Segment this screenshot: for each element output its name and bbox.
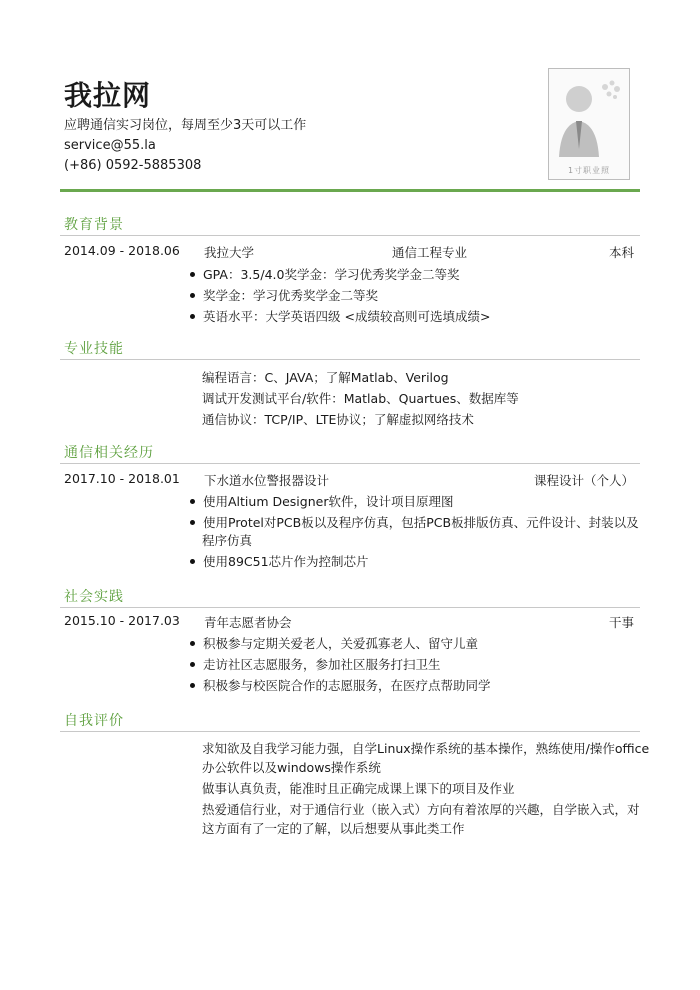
photo-caption: 1寸职业照 [567,166,611,175]
experience-date: 2017.10 - 2018.01 [64,471,180,486]
bullet-icon [190,683,195,688]
section-divider [60,731,640,732]
section-title-social: 社会实践 [64,589,124,605]
skill-line: 调试开发测试平台/软件：Matlab、Quartues、数据库等 [202,391,519,406]
list-item: 使用89C51芯片作为控制芯片 [190,552,369,570]
project-name: 下水道水位警报器设计 [204,473,330,488]
profile-photo [548,68,630,180]
bullet-icon [190,520,195,525]
organization: 青年志愿者协会 [204,615,292,630]
section-title-skills: 专业技能 [64,341,124,357]
list-item-continuation: 程序仿真 [202,533,253,548]
skill-line: 编程语言：C、JAVA；了解Matlab、Verilog [202,370,449,385]
bullet-icon [190,559,195,564]
education-date: 2014.09 - 2018.06 [64,243,180,258]
person-silhouette-icon [549,69,629,165]
list-item: 积极参与定期关爱老人，关爱孤寡老人、留守儿童 [190,634,478,652]
phone: (+86) 0592-5885308 [64,158,202,173]
list-item: 奖学金：学习优秀奖学金二等奖 [190,286,378,304]
section-title-education: 教育背景 [64,217,124,233]
self-eval-line: 热爱通信行业，对于通信行业（嵌入式）方向有着浓厚的兴趣，自学嵌入式，对 [202,802,640,817]
degree: 本科 [608,245,634,260]
section-divider [60,463,640,464]
school-name: 我拉大学 [204,245,255,260]
bullet-icon [190,499,195,504]
bullet-icon [190,293,195,298]
bullet-icon [190,641,195,646]
social-date: 2015.10 - 2017.03 [64,613,180,628]
skill-line: 通信协议：TCP/IP、LTE协议；了解虚拟网络技术 [202,412,474,427]
list-item: 积极参与校医院合作的志愿服务，在医疗点帮助同学 [190,676,491,694]
self-eval-line: 办公软件以及windows操作系统 [202,760,381,775]
list-item: 使用Altium Designer软件，设计项目原理图 [190,492,453,510]
self-eval-line: 这方面有了一定的了解，以后想要从事此类工作 [202,821,465,836]
list-item: 使用Protel对PCB板以及程序仿真，包括PCB板排版仿真、元件设计、封装以及 [190,513,639,531]
bullet-icon [190,662,195,667]
email: service@55.la [64,138,156,153]
section-divider [60,607,640,608]
social-role: 干事 [608,615,634,630]
project-role: 课程设计（个人） [533,473,634,488]
major: 通信工程专业 [392,245,468,260]
section-divider [60,235,640,236]
bullet-icon [190,314,195,319]
section-title-self-eval: 自我评价 [64,713,124,729]
candidate-name: 我拉网 [64,79,152,112]
bullet-icon [190,272,195,277]
self-eval-line: 做事认真负责，能准时且正确完成课上课下的项目及作业 [202,781,515,796]
section-divider [60,359,640,360]
header-divider [60,189,640,192]
job-objective: 应聘通信实习岗位，每周至少3天可以工作 [64,118,307,133]
section-title-experience: 通信相关经历 [64,445,154,461]
list-item: GPA：3.5/4.0奖学金：学习优秀奖学金二等奖 [190,265,459,283]
list-item: 走访社区志愿服务，参加社区服务打扫卫生 [190,655,441,673]
self-eval-line: 求知欲及自我学习能力强，自学Linux操作系统的基本操作，熟练使用/操作office [202,741,650,756]
list-item: 英语水平：大学英语四级 <成绩较高则可选填成绩> [190,307,490,325]
